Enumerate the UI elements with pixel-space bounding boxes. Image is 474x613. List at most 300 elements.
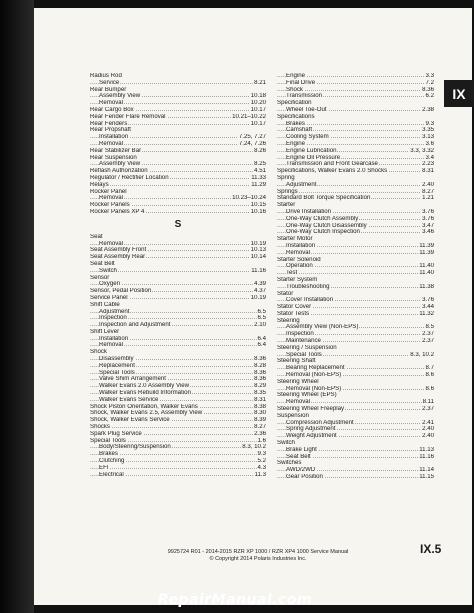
index-entry-page: 8.27 — [254, 424, 266, 431]
index-entry — [277, 406, 434, 413]
index-entry-label: Specifications — [277, 113, 315, 120]
index-subentry — [277, 80, 434, 87]
index-entry-label: Adjustment — [286, 181, 317, 188]
index-entry-label: AWD/2WD — [286, 467, 316, 474]
index-subentry — [277, 182, 434, 189]
index-entry-label: Steering Wheel (EPS) — [277, 392, 337, 399]
index-entry-page: 10.23–10.24 — [232, 195, 266, 202]
index-entry-page: 8.3, 10.2 — [242, 444, 266, 451]
index-entry-label: Assembly View (Non-EPS) — [286, 324, 359, 331]
index-entry-label: Starter System — [277, 276, 318, 283]
index-subentry — [277, 161, 434, 168]
index-subentry — [90, 315, 266, 322]
index-entry-page: 8.28 — [254, 362, 266, 369]
index-entry-label: Clutching — [99, 458, 125, 465]
index-entry-page: 7.24, 7.26 — [238, 140, 266, 147]
index-entry-label: Steering Wheel Freeplay — [277, 406, 345, 413]
index-entry-label: Regulator / Rectifier Location — [90, 174, 169, 181]
index-entry — [277, 202, 434, 209]
index-entry-page: 6.5 — [257, 315, 266, 322]
index-entry-label: Shock — [90, 349, 107, 356]
index-entry-label: Sensor, Pedal Position — [90, 288, 152, 295]
index-entry — [277, 291, 434, 298]
index-entry-label: Electrical — [99, 471, 124, 478]
index-entry-page: 11.16 — [419, 453, 434, 460]
index-entry-label: Reflash Authorization — [90, 168, 148, 175]
index-entry-label: Inspection — [99, 315, 127, 322]
index-entry — [277, 311, 434, 318]
index-subentry — [277, 87, 434, 94]
index-entry-page: 11.3 — [254, 471, 266, 478]
index-entry-page: 3.76 — [422, 297, 434, 304]
index-entry-label: Seat Assembly Front — [90, 247, 147, 254]
index-entry-label: Steering — [277, 317, 300, 324]
index-entry-page: 2.37 — [422, 406, 434, 413]
index-subentry — [90, 342, 266, 349]
index-entry-page: 6.2 — [425, 93, 434, 100]
index-entry-label: Transmission and Front Gearcase — [286, 161, 378, 168]
index-entry-label: Drive Installation — [286, 208, 332, 215]
index-subentry — [277, 216, 434, 223]
index-subentry — [90, 451, 266, 458]
index-entry-label: Shocks — [90, 424, 110, 431]
index-subentry — [277, 284, 434, 291]
index-entry-page: 8.36 — [254, 369, 266, 376]
index-entry — [277, 358, 434, 365]
index-entry-label: Spring — [277, 174, 295, 181]
index-entry-page: 3.47 — [422, 222, 434, 229]
index-entry-label: Seat — [90, 233, 103, 240]
index-entry-page: 8.25 — [254, 161, 266, 168]
index-entry-page: 2.40 — [422, 433, 434, 440]
index-subentry — [277, 338, 434, 345]
index-subentry — [90, 390, 266, 397]
index-entry-label: Shift Cable — [90, 301, 120, 308]
index-entry-label: Springs — [277, 188, 298, 195]
index-entry-page: 10.16 — [250, 208, 266, 215]
index-entry-page: 10.18 — [250, 93, 266, 100]
index-entry-page: 2.41 — [422, 419, 434, 426]
index-entry-label: Steering Shaft — [277, 358, 316, 365]
index-entry-page: 8.27 — [422, 188, 434, 195]
index-entry-label: Rear Bumper — [90, 86, 127, 93]
index-subentry — [277, 134, 434, 141]
index-entry — [90, 431, 266, 438]
index-subentry — [277, 352, 434, 359]
index-entry-label: Gear Position — [286, 474, 323, 481]
index-subentry — [90, 383, 266, 390]
index-entry-page: 3.13 — [422, 134, 434, 141]
index-entry-page: 11.40 — [419, 263, 434, 270]
index-entry-label: Weight Adjustment — [286, 433, 337, 440]
index-entry-label: Stator Cover — [277, 304, 312, 311]
index-entry-label: Bearing Replacement — [286, 365, 345, 372]
index-entry-page: 4.51 — [254, 168, 266, 175]
index-entry-page: 11.13 — [419, 446, 434, 453]
index-subentry — [90, 370, 266, 377]
index-entry-label: EFI — [99, 464, 109, 471]
index-entry-label: Special Tools — [90, 437, 126, 444]
index-entry-label: Removal — [99, 195, 124, 202]
index-entry — [90, 107, 266, 114]
index-subentry — [90, 363, 266, 370]
index-entry-page: 8.39 — [254, 417, 266, 424]
index-entry-label: One-Way Clutch Disassembly — [286, 222, 367, 229]
footer-manual-line: 9925724 R01 - 2014-2015 RZR XP 1000 / RZR XP4 1000 Service Manual — [167, 549, 349, 555]
index-entry-label: Walker Evans Rebuild Information — [99, 390, 191, 397]
index-entry-label: Valve Shim Arrangement — [99, 376, 166, 383]
index-entry-label: Disassembly — [99, 356, 134, 363]
index-subentry — [90, 376, 266, 383]
index-entry-label: Standard Bolt Torque Specification — [277, 195, 371, 202]
index-subentry — [277, 365, 434, 372]
index-entry-label: Shift Lever — [90, 328, 120, 335]
index-entry — [277, 114, 434, 121]
index-section-letter: S — [174, 218, 182, 230]
index-subentry — [90, 472, 266, 479]
index-entry-page: 10.17 — [250, 120, 266, 127]
index-entry-page: 8.36 — [254, 356, 266, 363]
index-subentry — [277, 399, 434, 406]
index-entry-label: Engine — [286, 73, 305, 79]
index-entry — [277, 379, 434, 386]
index-subentry — [90, 336, 266, 343]
index-entry-label: Removal — [99, 240, 124, 247]
index-entry-page: 6.4 — [257, 342, 266, 349]
index-entry — [90, 417, 266, 424]
index-entry-label: Shock, Walker Evans 2.5, Assembly View — [90, 410, 203, 417]
index-subentry — [277, 141, 434, 148]
index-entry-label: One-Way Clutch Inspection — [286, 229, 360, 236]
index-entry — [90, 168, 266, 175]
index-subentry — [90, 356, 266, 363]
index-entry-page: 2.36 — [254, 430, 266, 437]
index-subentry — [90, 100, 266, 107]
index-entry-page: 5.2 — [257, 458, 266, 465]
index-entry-page: 3.3 — [425, 73, 434, 79]
index-subentry — [277, 331, 434, 338]
index-entry — [90, 182, 266, 189]
index-entry-page: 2.38 — [422, 106, 434, 113]
index-entry-label: Camshaft — [286, 127, 313, 134]
index-entry-label: Seat Belt — [286, 453, 311, 460]
index-subentry — [90, 141, 266, 148]
index-entry — [90, 155, 266, 162]
index-subentry — [90, 309, 266, 316]
index-entry — [90, 247, 266, 254]
index-entry-label: Installation — [286, 242, 316, 249]
index-entry-label: Starter Solenoid — [277, 256, 321, 263]
index-entry-page: 11.33 — [251, 174, 266, 181]
index-entry-page: 8.29 — [254, 383, 266, 390]
index-subentry — [277, 433, 434, 440]
index-entry — [90, 127, 266, 134]
index-subentry — [90, 465, 266, 472]
index-subentry — [277, 454, 434, 461]
index-entry — [90, 275, 266, 282]
index-entry-label: Specification — [277, 100, 312, 107]
index-entry-label: Inspection and Adjustment — [99, 322, 171, 329]
index-entry-page: 1.6 — [257, 437, 266, 444]
index-subentry — [277, 324, 434, 331]
index-entry-label: Replacement — [99, 362, 135, 369]
index-entry-label: Engine — [286, 140, 305, 147]
index-entry-label: Removal — [99, 342, 124, 349]
index-subentry — [277, 250, 434, 257]
index-entry — [277, 413, 434, 420]
index-entry-page: 11.16 — [251, 267, 266, 274]
index-entry-label: Shock Piston Orientation, Walker Evans — [90, 403, 198, 410]
index-entry-page: 8.7 — [425, 365, 434, 372]
index-entry — [90, 424, 266, 431]
index-entry-page: 8.11 — [422, 399, 434, 406]
index-entry-page: 8.36 — [254, 376, 266, 383]
index-entry-label: Removal (Non-EPS) — [286, 385, 342, 392]
index-entry-page: 10.15 — [250, 202, 266, 209]
index-entry — [90, 329, 266, 336]
index-entry-label: Brake Light — [286, 446, 317, 453]
index-entry — [90, 410, 266, 417]
index-entry-label: Rear Fenders — [90, 120, 128, 127]
index-entry-page: 9.3 — [425, 120, 434, 127]
index-subentry — [90, 281, 266, 288]
index-entry-page: 10.19 — [250, 294, 266, 301]
index-subentry — [277, 93, 434, 100]
index-entry-label: Service — [99, 79, 120, 86]
index-entry-label: Operation — [286, 263, 313, 270]
index-entry-label: Assembly View — [99, 161, 141, 168]
index-subentry — [277, 229, 434, 236]
index-entry-label: Inspection — [286, 331, 314, 338]
index-entry-label: Transmission — [286, 93, 323, 100]
index-entry-page: 4.3 — [257, 464, 266, 471]
index-entry-page: 7.25, 7.27 — [238, 134, 266, 141]
index-subentry — [90, 444, 266, 451]
index-entry-page: 9.3 — [257, 451, 266, 458]
index-entry — [90, 288, 266, 295]
index-entry-label: Special Tools — [99, 369, 135, 376]
index-column-left — [90, 73, 266, 478]
index-entry-label: Sensor — [90, 274, 110, 281]
index-entry-label: Engine Oil Pressure — [286, 154, 341, 161]
index-entry-page: 11.15 — [419, 474, 434, 481]
index-entry-label: Steering / Suspension — [277, 344, 337, 351]
index-entry-label: Walker Evans Service — [99, 396, 159, 403]
index-entry-label: Rear Suspension — [90, 154, 137, 161]
index-entry — [90, 148, 266, 155]
index-entry-label: Removal (Non-EPS) — [286, 372, 342, 379]
index-entry-label: Assembly View — [99, 93, 141, 100]
index-entry-page: 4.37 — [254, 288, 266, 295]
index-entry — [90, 349, 266, 356]
index-subentry — [90, 134, 266, 141]
index-subentry — [277, 127, 434, 134]
index-entry-page: 3.44 — [422, 304, 434, 311]
index-entry-label: Compression Adjustment — [286, 419, 354, 426]
index-entry — [277, 440, 434, 447]
watermark-text: RepairManual.com — [157, 592, 313, 608]
index-entry-page: 8.21 — [254, 79, 266, 86]
index-entry-label: Rear Stabilizer Bar — [90, 147, 142, 154]
index-entry-label: Maintenance — [286, 338, 321, 345]
index-entry-label: Rocker Panels XP 4 — [90, 208, 145, 215]
index-entry-page: 2.23 — [422, 161, 434, 168]
index-subentry — [277, 263, 434, 270]
index-entry-page: 10.14 — [250, 254, 266, 261]
index-entry-label: Spark Plug Service — [90, 430, 142, 437]
index-entry-label: Removal — [99, 140, 124, 147]
index-entry — [277, 100, 434, 107]
index-subentry — [90, 268, 266, 275]
index-entry-page: 3.76 — [422, 215, 434, 222]
index-entry-page: 3.46 — [422, 229, 434, 236]
index-subentry — [277, 447, 434, 454]
index-entry-label: Switch — [99, 267, 117, 274]
index-subentry — [90, 458, 266, 465]
index-entry-page: 10.19 — [250, 240, 266, 247]
index-entry — [90, 209, 266, 216]
index-subentry — [277, 223, 434, 230]
index-entry-label: Removal — [99, 100, 124, 107]
index-entry-page: 11.40 — [419, 270, 434, 277]
index-entry — [90, 295, 266, 302]
index-subentry — [277, 297, 434, 304]
index-entry-page: 8.6 — [425, 385, 434, 392]
index-entry-label: Shock, Walker Evans Service — [90, 417, 170, 424]
index-entry — [90, 73, 266, 80]
index-entry — [90, 261, 266, 268]
index-subentry — [90, 80, 266, 87]
index-entry-label: Adjustment — [99, 308, 130, 315]
index-entry — [90, 87, 266, 94]
index-entry — [277, 304, 434, 311]
index-entry-label: Brakes — [286, 120, 305, 127]
index-entry-page: 8.30 — [254, 410, 266, 417]
index-entry — [90, 254, 266, 261]
index-subentry — [277, 386, 434, 393]
index-subentry — [90, 161, 266, 168]
index-entry-label: Switches — [277, 460, 302, 467]
index-entry-page: 2.40 — [422, 426, 434, 433]
index-entry-page: 11.38 — [419, 283, 434, 290]
index-entry-label: Cooling System — [286, 134, 329, 141]
index-entry-page: 1.21 — [422, 195, 434, 202]
index-subentry — [90, 195, 266, 202]
index-entry-page: 8.35 — [254, 390, 266, 397]
index-entry-label: Relays — [90, 181, 109, 188]
index-subentry — [277, 243, 434, 250]
index-entry-label: Oxygen — [99, 281, 121, 288]
index-entry — [90, 202, 266, 209]
index-subentry — [277, 209, 434, 216]
index-entry-page: 10.20 — [250, 100, 266, 107]
index-entry-page: 3.6 — [425, 140, 434, 147]
index-subentry — [277, 467, 434, 474]
index-entry — [277, 257, 434, 264]
index-entry-page: 8.5 — [425, 324, 434, 331]
index-entry-page: 8.3, 10.2 — [410, 351, 434, 358]
index-entry-page: 6.4 — [257, 335, 266, 342]
index-entry-page: 10.17 — [250, 106, 266, 113]
index-entry-label: Installation — [99, 335, 129, 342]
index-entry-page: 2.37 — [422, 331, 434, 338]
index-subentry — [277, 474, 434, 481]
index-entry-label: Stator Tests — [277, 310, 310, 317]
index-entry — [277, 168, 434, 175]
index-entry-page: 11.14 — [419, 467, 434, 474]
index-subentry — [90, 93, 266, 100]
index-entry — [277, 195, 434, 202]
index-entry-label: Final Drive — [286, 79, 316, 86]
index-entry-label: Brakes — [99, 451, 118, 458]
page-number: IX.5 — [420, 542, 442, 556]
index-entry — [90, 234, 266, 241]
index-entry-page: 8.26 — [254, 147, 266, 154]
index-entry — [277, 236, 434, 243]
index-entry-label: Test — [286, 270, 298, 277]
index-entry — [277, 189, 434, 196]
index-entry — [277, 318, 434, 325]
index-entry-label: Service Panel — [90, 294, 128, 301]
index-entry-page: 3.76 — [422, 208, 434, 215]
index-entry — [90, 189, 266, 196]
index-subentry — [277, 121, 434, 128]
index-entry-label: Troubleshooting — [286, 283, 330, 290]
index-entry-page: 10.13 — [250, 247, 266, 254]
index-subentry — [277, 148, 434, 155]
index-entry-label: Removal — [286, 249, 311, 256]
index-entry-page: 7.2 — [425, 79, 434, 86]
index-entry-page: 2.37 — [422, 338, 434, 345]
index-entry-label: Body/Steering/Suspension — [99, 444, 171, 451]
index-entry-page: 8.36 — [422, 86, 434, 93]
index-entry — [277, 345, 434, 352]
index-entry-page: 8.31 — [254, 396, 266, 403]
index-entry-label: Walker Evans 2.0 Assembly View — [99, 383, 190, 390]
index-entry-label: Specifications, Walker Evans 2.0 Shocks — [277, 168, 388, 175]
index-subentry — [277, 420, 434, 427]
index-entry-label: Rear Propshaft — [90, 127, 131, 134]
index-subentry — [277, 270, 434, 277]
index-entry — [277, 175, 434, 182]
index-entry-page: 2.40 — [422, 181, 434, 188]
footer-copyright-line: © Copyright 2014 Polaris Industries Inc. — [209, 556, 307, 562]
index-entry-label: Rear Cargo Box — [90, 106, 134, 113]
index-entry-page: 8.6 — [425, 372, 434, 379]
index-subentry — [277, 155, 434, 162]
index-entry-label: Starter — [277, 202, 296, 209]
index-entry-label: Seat Belt — [90, 260, 115, 267]
index-entry-page: 3.3, 3.32 — [410, 147, 434, 154]
index-subentry — [277, 107, 434, 114]
index-entry-label: Stator — [277, 290, 294, 297]
index-entry-label: Switch — [277, 440, 295, 447]
index-entry-page: 8.38 — [254, 403, 266, 410]
index-entry-page: 6.5 — [257, 308, 266, 315]
index-entry — [277, 277, 434, 284]
index-subentry — [90, 241, 266, 248]
index-subentry — [277, 73, 434, 80]
index-entry-label: Engine Lubrication — [286, 147, 337, 154]
index-column-right — [277, 73, 434, 481]
index-entry — [90, 438, 266, 445]
index-entry-page: 10.21–10.22 — [232, 113, 266, 120]
index-entry — [90, 121, 266, 128]
index-entry-page: 11.39 — [419, 242, 434, 249]
index-entry — [90, 404, 266, 411]
index-subentry — [277, 372, 434, 379]
index-entry-label: Steering Wheel — [277, 378, 319, 385]
